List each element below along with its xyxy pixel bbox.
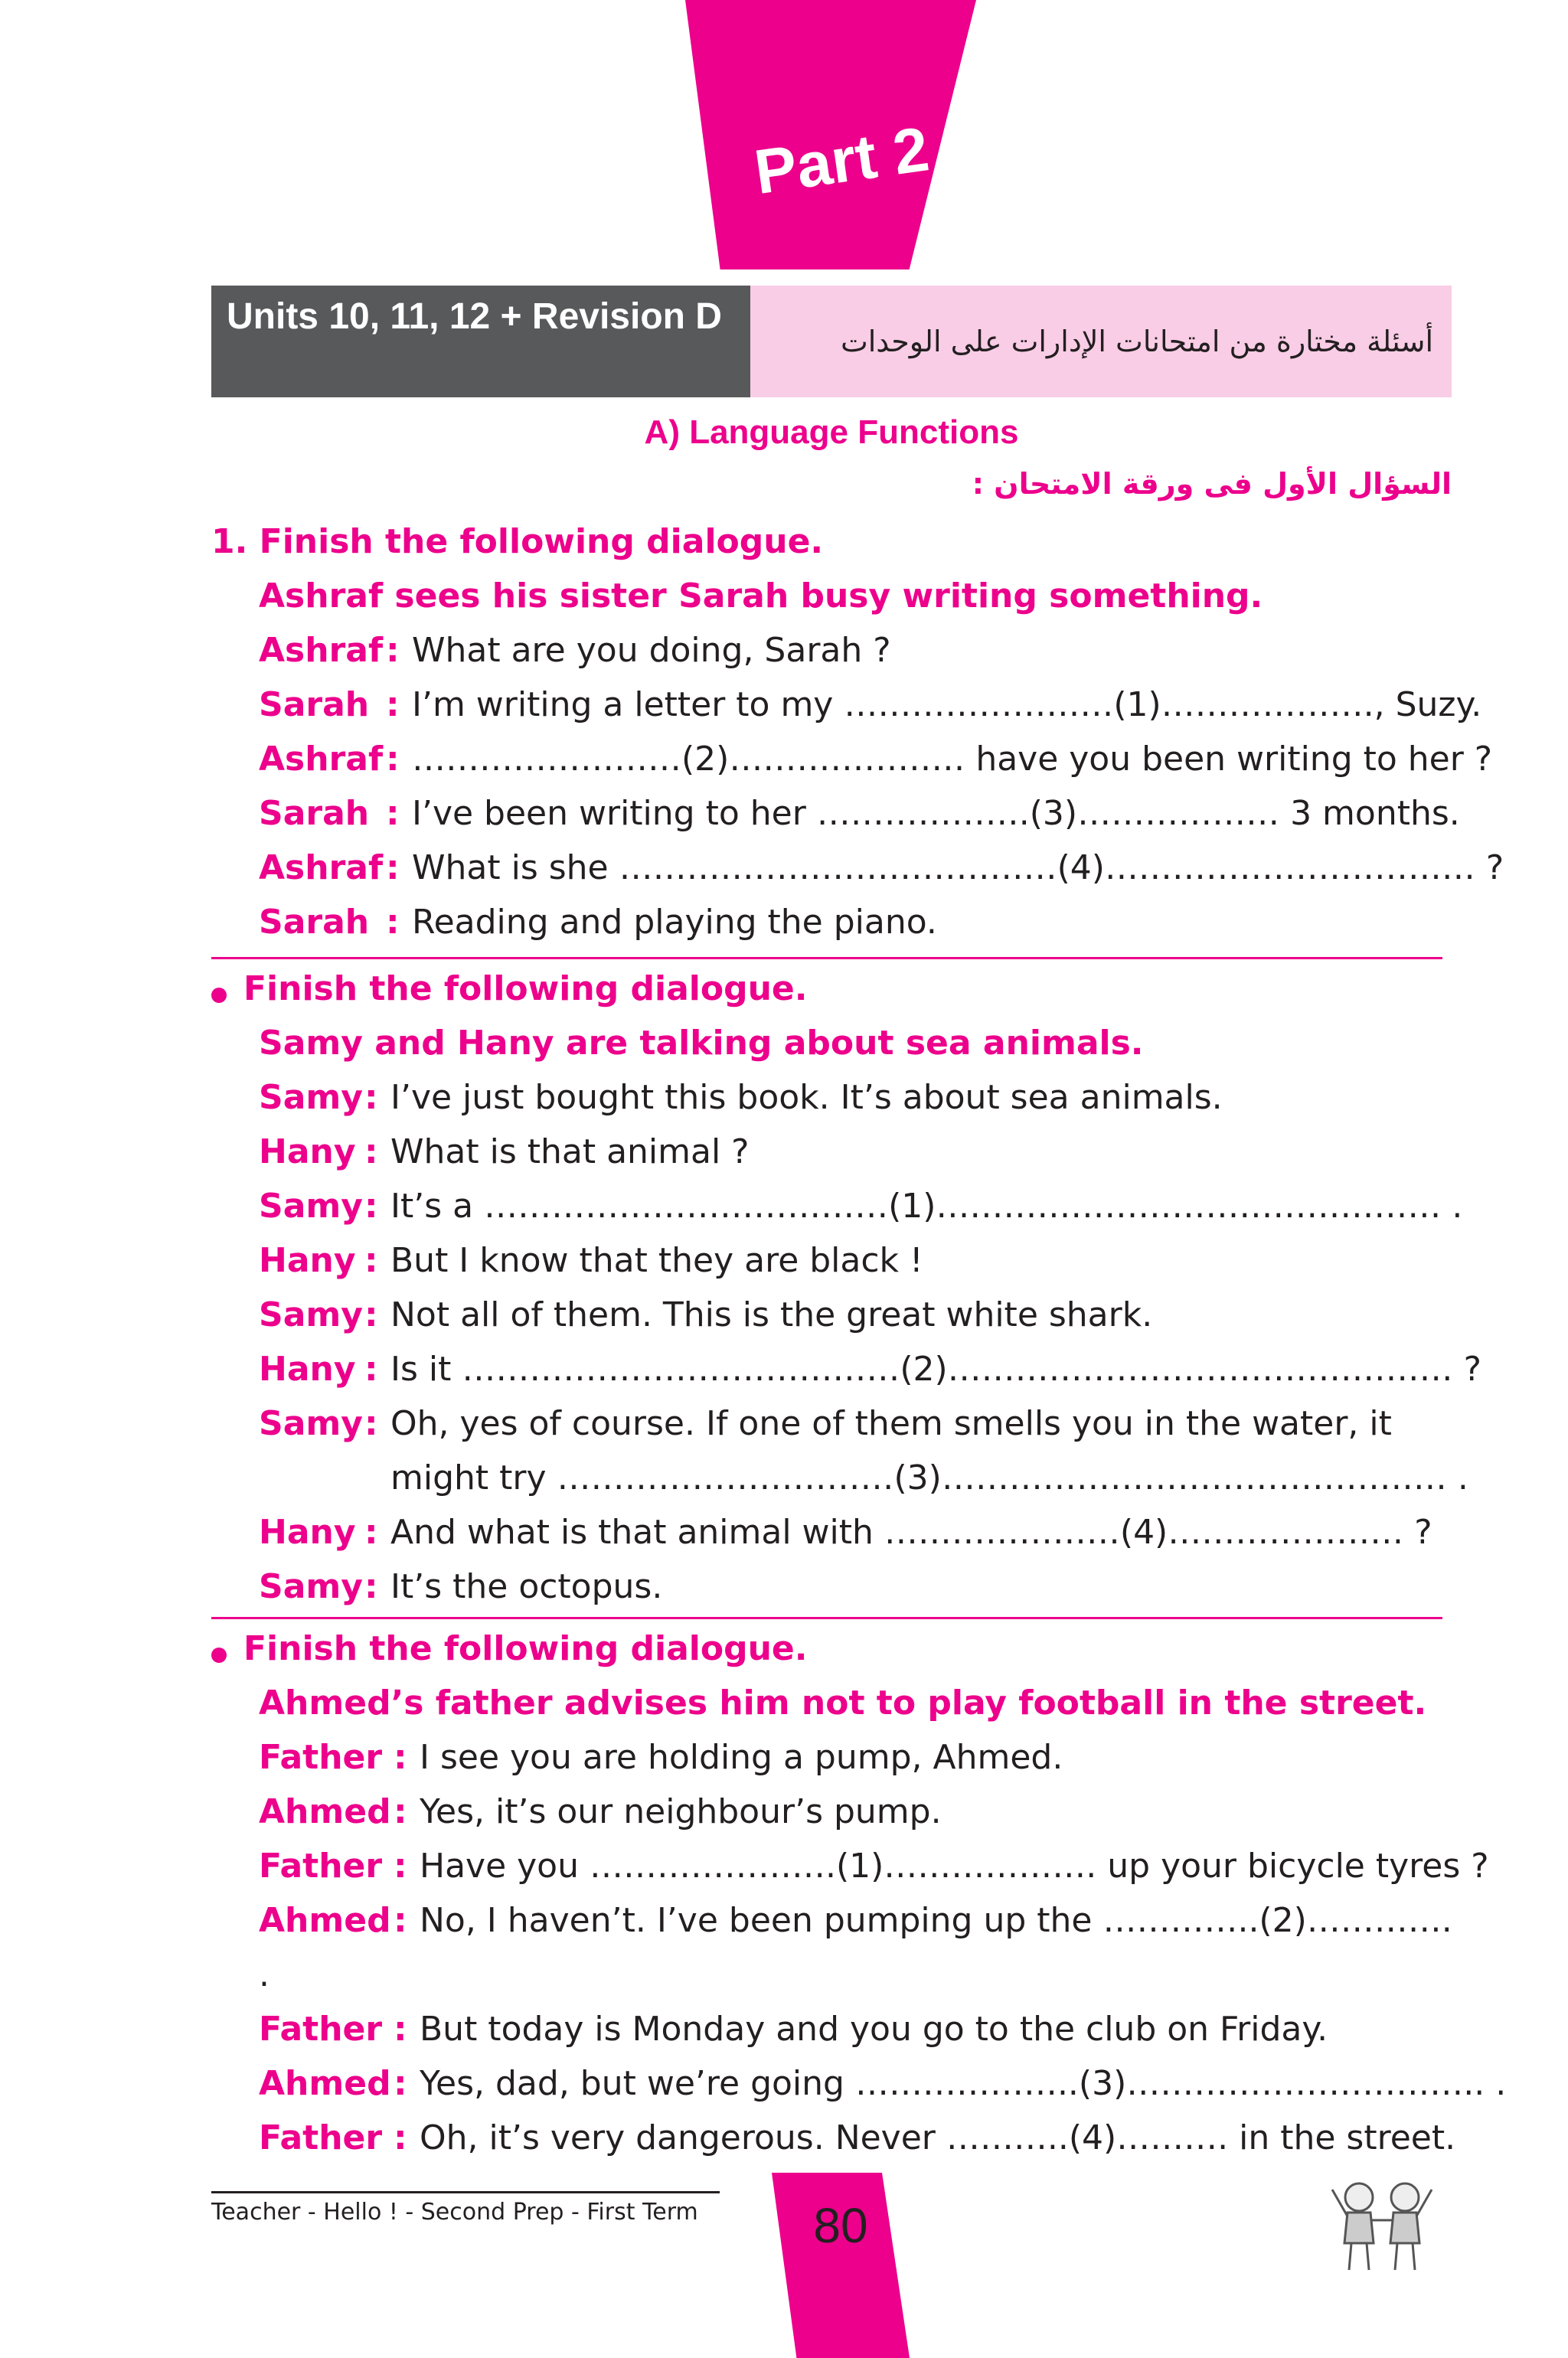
dialogue-line (259, 1347, 1482, 1393)
speaker-colon: : (394, 1847, 407, 1886)
children-illustration-icon (1325, 2167, 1439, 2281)
dialogue-line (259, 900, 937, 945)
dialogue-line (259, 1844, 1489, 1889)
line-text: Is it …………………………………(2)……………………………………… ? (390, 1350, 1482, 1389)
speaker-colon: : (386, 848, 400, 887)
speaker-colon: : (386, 794, 400, 833)
section-title: A) Language Functions (644, 413, 1019, 451)
speaker-colon: : (394, 1792, 407, 1831)
dialogue-line (259, 1952, 270, 1998)
dialogue-line (259, 1238, 923, 1284)
dialogue-2-situation: Samy and Hany are talking about sea animals. (259, 1024, 1144, 1063)
dialogue-line (259, 628, 891, 674)
part-title: Part 2 (750, 114, 933, 208)
speaker-name: Sarah (259, 685, 370, 724)
speaker-name: Sarah (259, 794, 370, 833)
dialogue-3-situation: Ahmed’s father advises him not to play football in the street. (259, 1684, 1427, 1723)
speaker-colon: : (364, 1567, 378, 1606)
speaker-colon: : (394, 1901, 407, 1940)
speaker-colon: : (364, 1132, 378, 1171)
speaker-colon: : (364, 1078, 378, 1117)
line-text: But I know that they are black ! (390, 1241, 923, 1280)
line-text: What are you doing, Sarah ? (412, 631, 891, 670)
dialogue-line (259, 1898, 1452, 1944)
line-text: No, I haven’t. I’ve been pumping up the …………..(2)…………. (420, 1901, 1452, 1940)
dialogue-line (259, 1401, 1392, 1447)
speaker-colon: : (386, 740, 400, 779)
speaker-name: Samy (259, 1404, 363, 1443)
dialogue-line (259, 845, 1504, 891)
speaker-colon: : (364, 1187, 378, 1226)
speaker-name: Hany (259, 1132, 356, 1171)
dialogue-3-heading: Finish the following dialogue. (243, 1629, 808, 1668)
speaker-name: Hany (259, 1241, 356, 1280)
dialogue-line (259, 791, 1460, 837)
speaker-name: Ashraf (259, 631, 384, 670)
dialogue-line (259, 1510, 1432, 1556)
line-text: What is she …………………………………(4)…………………………… ? (412, 848, 1504, 887)
line-text: I see you are holding a pump, Ahmed. (420, 1738, 1063, 1777)
speaker-name: Ahmed (259, 2064, 391, 2103)
speaker-name: Ashraf (259, 740, 384, 779)
line-text: Oh, it’s very dangerous. Never ………..(4)………. in the street. (420, 2118, 1456, 2157)
line-text: It’s a ………………………………(1)……………………………………… . (390, 1187, 1463, 1226)
bullet-icon (211, 1648, 227, 1663)
line-text: might try …………………………(3)……………………………………… . (390, 1458, 1468, 1497)
speaker-colon: : (394, 2010, 407, 2049)
speaker-colon: : (364, 1350, 378, 1389)
line-text: It’s the octopus. (390, 1567, 663, 1606)
line-text: . (259, 1955, 270, 1994)
speaker-name: Ahmed (259, 1901, 391, 1940)
speaker-name: Father (259, 1738, 383, 1777)
line-text: Have you ………………….(1)………………. up your bicycle tyres ? (420, 1847, 1489, 1886)
dialogue-line (259, 1564, 663, 1610)
speaker-colon: : (394, 2064, 407, 2103)
line-text: And what is that animal with …………………(4)………………… ? (390, 1513, 1432, 1552)
units-header: Units 10, 11, 12 + Revision D (211, 286, 750, 397)
dialogue-line (259, 682, 1482, 728)
speaker-name: Sarah (259, 903, 370, 942)
dialogue-line (259, 1292, 1153, 1338)
footer-text: Teacher - Hello ! - Second Prep - First Term (211, 2199, 698, 2226)
speaker-colon: : (386, 685, 400, 724)
speaker-name: Samy (259, 1567, 363, 1606)
dialogue-line (259, 2115, 1456, 2161)
line-text: ……………………(2)………………… have you been writing to her ? (412, 740, 1493, 779)
dialogue-line (259, 1789, 942, 1835)
line-text: I’ve just bought this book. It’s about sea animals. (390, 1078, 1223, 1117)
footer-divider (211, 2191, 720, 2193)
speaker-name: Hany (259, 1513, 356, 1552)
speaker-name: Samy (259, 1078, 363, 1117)
speaker-name: Samy (259, 1295, 363, 1334)
page-number: 80 (813, 2198, 868, 2253)
line-text: What is that animal ? (390, 1132, 750, 1171)
dialogue-2-heading: Finish the following dialogue. (243, 969, 808, 1008)
speaker-colon: : (386, 903, 400, 942)
dialogue-line (259, 1184, 1463, 1230)
dialogue-1-situation: Ashraf sees his sister Sarah busy writing something. (259, 576, 1263, 616)
arabic-header (750, 286, 1452, 397)
line-text: Yes, it’s our neighbour’s pump. (420, 1792, 942, 1831)
line-text: I’ve been writing to her ……………….(3)……………… 3 months. (412, 794, 1460, 833)
line-text: Oh, yes of course. If one of them smells you in the water, it (390, 1404, 1392, 1443)
dialogue-line (259, 1735, 1063, 1781)
arabic-header-text: أسئلة مختارة من امتحانات الإدارات على الوحدات (840, 325, 1433, 358)
speaker-colon: : (364, 1241, 378, 1280)
line-text: Yes, dad, but we’re going ………………..(3)………………………….. . (420, 2064, 1507, 2103)
speaker-colon: : (364, 1404, 378, 1443)
speaker-name: Ashraf (259, 848, 384, 887)
line-text: Not all of them. This is the great white shark. (390, 1295, 1153, 1334)
speaker-colon: : (364, 1295, 378, 1334)
dialogue-line (259, 2061, 1507, 2107)
arabic-question-label: السؤال الأول فى ورقة الامتحان : (972, 467, 1452, 501)
speaker-colon: : (386, 631, 400, 670)
dialogue-line (259, 1075, 1223, 1121)
section-divider (211, 1617, 1442, 1619)
section-divider (211, 957, 1442, 959)
speaker-name: Father (259, 1847, 383, 1886)
bullet-icon (211, 988, 227, 1003)
dialogue-line (259, 736, 1493, 782)
speaker-name: Father (259, 2010, 383, 2049)
line-text: I’m writing a letter to my ……………………(1)………………., Suzy. (412, 685, 1482, 724)
speaker-colon: : (364, 1513, 378, 1552)
dialogue-line (259, 1129, 750, 1175)
speaker-name: Hany (259, 1350, 356, 1389)
speaker-colon: : (394, 1738, 407, 1777)
line-text: Reading and playing the piano. (412, 903, 937, 942)
speaker-name: Ahmed (259, 1792, 391, 1831)
dialogue-1-heading: 1. Finish the following dialogue. (211, 522, 824, 561)
speaker-name: Samy (259, 1187, 363, 1226)
dialogue-line (259, 2007, 1328, 2053)
speaker-colon: : (394, 2118, 407, 2157)
line-text: But today is Monday and you go to the club on Friday. (420, 2010, 1328, 2049)
speaker-name: Father (259, 2118, 383, 2157)
